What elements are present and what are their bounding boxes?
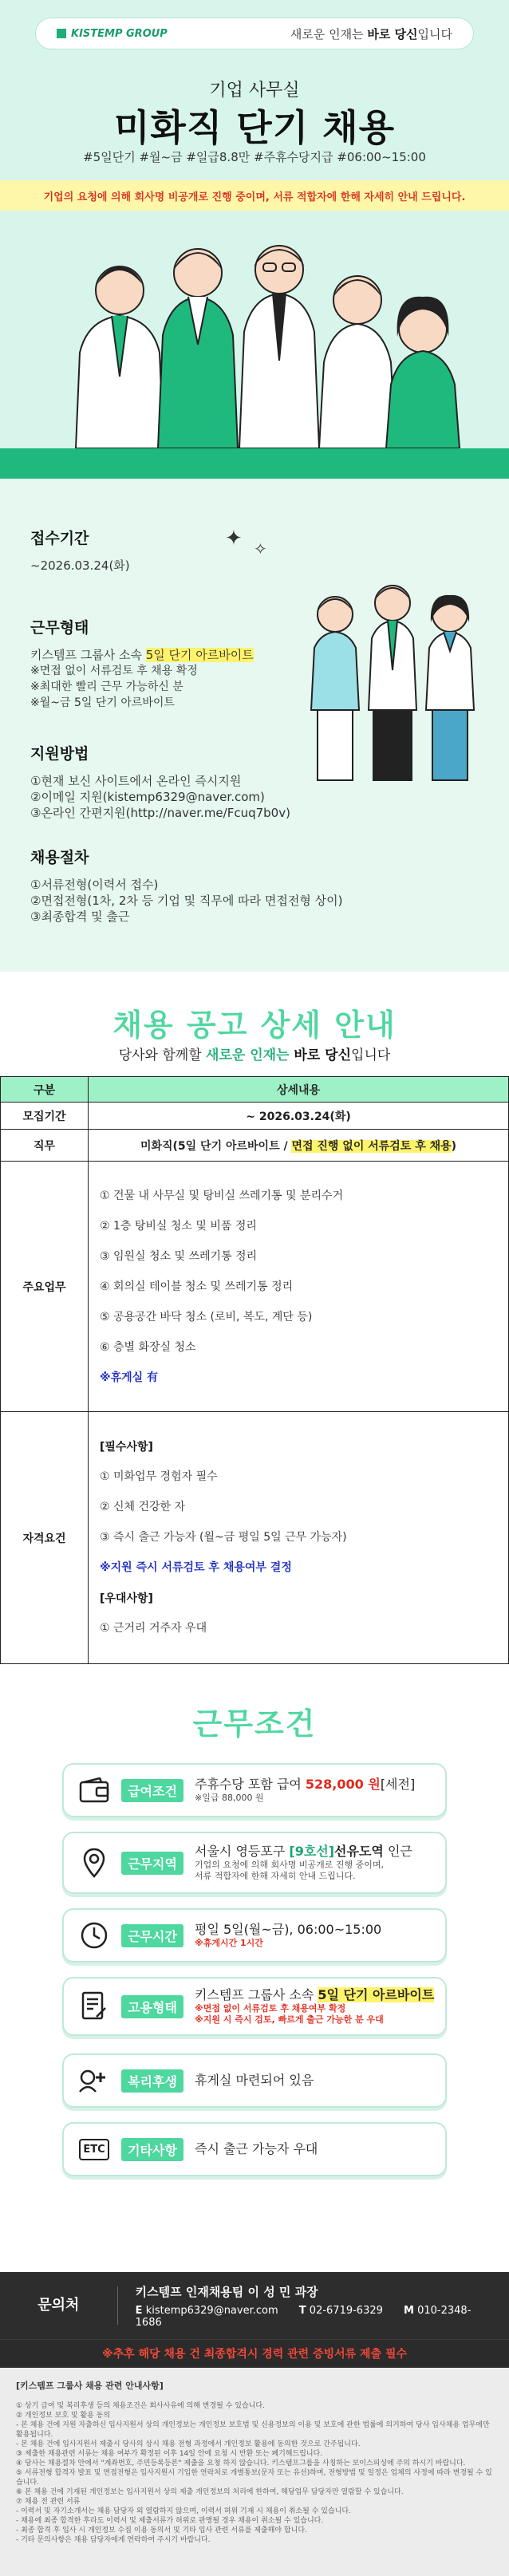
detail-table [0,1076,509,1664]
area-line: [9호선] [289,1844,335,1859]
form-block [30,616,254,711]
req-item: ③ 즉시 출근 가능자 (월~금 평일 5일 근무 가능자) [100,1530,347,1544]
benefits-icon [78,2065,110,2097]
footer-line: - 이력서 및 자기소개서는 채용 담당자 외 열람하지 않으며, 이력서 허위 기재 시 채용이 취소될 수 있습니다. [16,2507,351,2515]
time-note: ※휴게시간 1시간 [195,1938,263,1948]
hero-notice-text: 기업의 요청에 의해 회사명 비공개로 진행 중이며, 서류 적합자에 한해 자세히 안내 드립니다. [43,191,466,203]
area-suffix: 인근 [383,1844,412,1859]
area-note: 서류 적합자에 한해 자세히 안내 드립니다. [195,1871,356,1881]
form-text: 키스템프 그룹사 소속 [30,648,146,662]
footer-line: ① 상기 급여 및 복리후생 등의 채용조건은 회사사유에 의해 변경될 수 있습니다. [16,2402,265,2410]
salary-amount: 528,000 원 [305,1777,381,1792]
footer-line: - 최종 합격 후 입사 시 개인정보 수집 이용 동의서 및 기타 입사 관련 서류를 제출해야 합니다. [16,2527,307,2535]
person-illustration [311,597,359,780]
hero-notice-bar [0,180,509,211]
employment-note: ※지원 시 즉시 검토, 빠르게 출근 가능한 분 우대 [195,2014,384,2025]
footer-line: - 본 채용 건에 지원 자출하신 입사지원서 상의 개인정보는 개인정보 보호법 및 신용정보의 이용 및 보호에 관한 법률에 의거하여 당사 입사채용 업무에만 활용됩니다. [16,2421,490,2439]
footer-line: ④ 당사는 채용절차 안에서 "계좌번호, 주민등록등본" 제출을 요청 하지 않습니다. 키스템프그룹을 사칭하는 보이스피싱에 주의 하시기 바랍니다. [16,2460,466,2468]
footer-line: - 채용에 최종 합격한 후라도 이력서 및 제출서류가 허위로 판명될 경우 채용이 취소될 수 있습니다. [16,2517,324,2525]
detail-subtitle [0,1043,509,1063]
apply-simple[interactable]: ③온라인 간편지원(http://naver.me/Fcuq7b0v) [30,806,290,820]
process-step: ③최종합격 및 출근 [30,909,130,924]
form-note: ※월~금 5일 단기 아르바이트 [30,696,175,709]
apply-email[interactable]: ②이메일 지원(kistemp6329@naver.com) [30,790,265,804]
footer-line: - 본 채용 건에 입사지원서 제출시 당사의 상시 채용 전형 과정에서 개인정보 활용에 동의한 것으로 간주됩니다. [16,2440,361,2448]
hero-subtitle: 기업 사무실 [209,81,300,101]
footer-line: ⑤ 서류전형 합격자 발표 및 면접전형은 입사지원시 기입한 연락처로 개별통보(문자 또는 유선)하며, 전형방법 및 일정은 업체의 사정에 따라 변경될 수 있습니다. [16,2469,492,2487]
etc-card [62,2122,447,2176]
form-line [30,647,254,663]
etc-body [195,2141,445,2157]
req-cell [89,1412,509,1664]
contract-icon [78,1990,110,2022]
apply-heading: 지원방법 [30,745,89,763]
email-key: E [135,2304,143,2317]
welfare-body [195,2073,445,2089]
area-text: 서울시 영등포구 [195,1844,290,1859]
employment-label: 고용형태 [121,1995,183,2018]
sparkle-icon: ✧ [254,539,267,558]
footer-line: ③ 제출한 채용관련 서류는 채용 여부가 확정된 이후 14일 안에 요청 시 반환 또는 폐기해드립니다. [16,2450,323,2458]
pref-heading: [우대사항] [100,1592,153,1605]
company-logo [57,28,168,40]
footer-heading: [키스템프 그룹사 채용 관련 안내사항] [16,2381,164,2391]
job-text: 미화직(5일 단기 아르바이트 / [140,1139,292,1153]
detail-sub-bold: 바로 당신 [289,1047,352,1063]
process-block [30,846,342,925]
contact-body [118,2283,509,2329]
etc-icon [78,2133,110,2165]
table-row [1,1412,509,1664]
slogan-suffix: 입니다 [417,26,452,41]
mobile-key: M [404,2304,414,2317]
employment-card [62,1977,447,2036]
salary-tax: [세전] [380,1777,416,1792]
period-key: 모집기간 [1,1103,89,1130]
req-note: ※지원 즉시 서류검토 후 채용여부 결정 [100,1560,292,1574]
salary-note: ※일급 88,000 원 [195,1793,264,1803]
apply-block [30,742,290,821]
welfare-main: 휴게실 마련되어 있음 [195,2073,314,2088]
duty-item: ⑤ 공용공간 바닥 청소 (로비, 복도, 계단 등) [100,1310,313,1324]
location-pin-icon [78,1847,110,1879]
person-illustration [369,586,416,780]
employment-main [195,1987,445,2003]
salary-label: 급여조건 [121,1779,183,1802]
area-label: 근무지역 [121,1852,183,1875]
footer-line: ⑦ 채용 전 관련 서류 [16,2498,81,2506]
detail-title: 채용 공고 상세 안내 [112,1008,397,1043]
detail-sub-prefix: 당사와 함께할 [118,1047,207,1063]
evidence-notice: ※추후 해당 채용 건 최종합격시 경력 관련 증빙서류 제출 필수 [0,2339,509,2368]
employment-note: ※면접 없이 서류검토 후 채용여부 확정 [195,2003,346,2014]
apply-online[interactable]: ①현재 보신 사이트에서 온라인 즉시지원 [30,774,242,788]
table-row [1,1103,509,1130]
contact-name: 키스템프 인재채용팀 이 성 민 과장 [135,2284,318,2299]
duty-item: ⑥ 층별 화장실 청소 [100,1340,196,1354]
time-card [62,1908,447,1963]
footer-line: ⑥ 본 채용 건에 기재된 개인정보는 입사지원서 상의 제출 개인정보의 처리에 한하여, 해당업무 담당자만 열람할 수 있습니다. [16,2488,404,2496]
pref-item: ① 근거리 거주자 우대 [100,1621,207,1635]
duty-item: ① 건물 내 사무실 및 탕비실 쓰레기통 및 분리수거 [100,1189,344,1202]
area-body [195,1844,445,1882]
salary-text: 주휴수당 포함 급여 [195,1777,306,1792]
form-note: ※면접 없이 서류검토 후 채용 확정 [30,665,198,677]
req-key: 자격요건 [1,1412,89,1664]
process-heading: 채용절차 [30,849,89,866]
form-highlight: 5일 단기 아르바이트 [145,648,254,662]
person-illustration [158,249,238,448]
hero-slogan [290,26,452,42]
footer-line: - 기타 문의사항은 채용 담당자에게 연락하여 주시기 바랍니다. [16,2536,211,2544]
workers-illustration [297,574,488,782]
time-body [195,1922,445,1949]
team-illustration [0,217,509,448]
welfare-card [62,2053,447,2108]
duty-item: ④ 회의실 테이블 청소 및 쓰레기통 정리 [100,1280,294,1293]
table-row [1,1130,509,1162]
req-heading: [필수사항] [100,1440,153,1454]
table-row [1,1162,509,1412]
conditions-title: 근무조건 [192,1706,317,1742]
clock-icon [78,1919,110,1951]
etc-label: 기타사항 [121,2138,183,2161]
salary-card [62,1763,447,1817]
slogan-prefix: 새로운 인재는 [290,26,368,41]
hero-pill [35,18,474,49]
duty-cell [89,1162,509,1412]
table-header-value: 상세내용 [89,1077,509,1103]
contact-label: 문의처 [0,2286,118,2325]
duty-item: ③ 임원실 청소 및 쓰레기통 정리 [100,1249,258,1263]
detail-sub-mint: 새로운 인재는 [206,1047,290,1063]
email-value: kistemp6329@naver.com [145,2304,278,2317]
table-header-row [1,1077,509,1103]
area-station: 선유도역 [334,1844,384,1859]
job-text-end: ) [451,1139,457,1153]
time-label: 근무시간 [121,1924,183,1947]
req-item: ① 미화업무 경험자 필수 [100,1469,218,1483]
area-note: 기업의 요청에 의해 회사명 비공개로 진행 중이며, [195,1860,384,1870]
slogan-bold: 바로 당신 [367,26,418,41]
period-block [30,527,130,574]
hero-title: 미화직 단기 채용 [113,106,396,149]
table-header-key: 구분 [1,1077,89,1103]
req-item: ② 신체 건강한 자 [100,1500,186,1513]
process-step: ①서류전형(이력서 접수) [30,878,159,892]
tel-key: T [298,2304,306,2317]
employment-text: 키스템프 그룹사 소속 [195,1987,318,2002]
person-illustration [386,297,460,448]
mobile-value: 010-2348-1686 [135,2304,472,2329]
form-heading: 근무형태 [30,619,89,637]
job-cell [89,1130,509,1162]
contact-details [136,2305,509,2329]
duty-note: ※휴게실 有 [100,1371,159,1384]
contact-email[interactable] [136,2305,278,2317]
period-value: ~2026.03.24(화) [30,558,130,573]
area-card [62,1832,447,1894]
duty-item: ② 1층 탕비실 청소 및 비품 정리 [100,1219,257,1233]
hero-band [0,448,509,479]
detail-sub-suffix: 입니다 [351,1047,391,1063]
salary-main [195,1777,445,1793]
wallet-icon [78,1774,110,1806]
etc-icon-text: ETC [79,2139,109,2160]
logo-square-icon [57,29,66,38]
person-illustration [76,266,164,448]
salary-body [195,1777,445,1804]
info-section [0,479,509,972]
contact-section [0,2272,509,2339]
person-illustration [426,595,474,780]
time-main: 평일 5일(월~금), 06:00~15:00 [195,1922,382,1937]
hero-tags: #5일단기 #월~금 #일급8.8만 #주휴수당지급 #06:00~15:00 [83,150,426,164]
logo-text: KISTEMP GROUP [71,27,168,40]
employment-highlight: 5일 단기 아르바이트 [318,1987,435,2002]
process-step: ②면접전형(1차, 2차 등 기업 및 직무에 따라 면접전형 상이) [30,894,343,908]
duty-key: 주요업무 [1,1162,89,1412]
period-heading: 접수기간 [30,530,89,547]
person-illustration [239,246,319,448]
period-cell: ~ 2026.03.24(화) [89,1103,509,1130]
employment-body [195,1987,445,2026]
footer-line: ② 개인정보 보호 및 활용 동의 [16,2412,111,2420]
person-illustration [319,276,396,448]
job-highlight: 면접 진행 없이 서류검토 후 채용 [291,1139,452,1153]
sparkle-icon: ✦ [225,527,243,550]
contact-tel[interactable] [299,2305,383,2317]
area-main [195,1844,445,1860]
tel-value: 02-6719-6329 [309,2304,383,2317]
footer-notice [0,2368,509,2576]
form-note: ※최대한 빨리 근무 가능하신 분 [30,680,183,693]
etc-main: 즉시 출근 가능자 우대 [195,2141,318,2156]
hero-section [0,0,509,479]
job-key: 직무 [1,1130,89,1162]
welfare-label: 복리후생 [121,2069,183,2093]
